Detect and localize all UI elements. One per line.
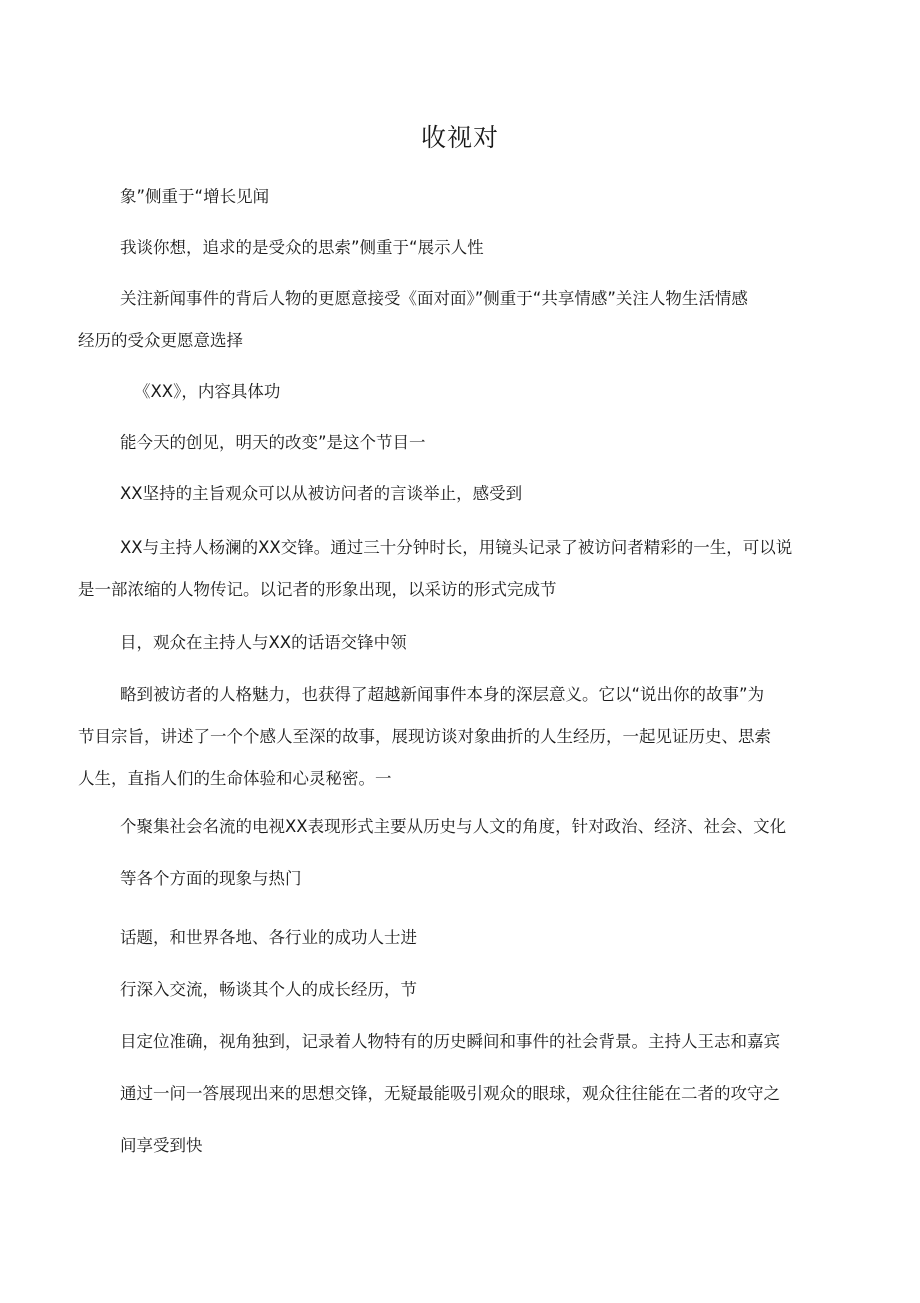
paragraph-line: 等各个方面的现象与热门 (120, 869, 302, 888)
paragraph-line: 目，观众在主持人与XX的话语交锋中领 (120, 633, 407, 652)
paragraph (78, 278, 820, 362)
paragraph-line: 略到被访者的人格魅力，也获得了超越新闻事件本身的深层意义。它以“说出你的故事”为 (120, 685, 765, 704)
paragraph-line: XX坚持的主旨观众可以从被访问者的言谈举止，感受到 (120, 484, 523, 503)
paragraph-line: 目定位准确，视角独到，记录着人物特有的历史瞬间和事件的社会背景。主持人王志和嘉宾 (120, 1032, 780, 1051)
paragraph-line: 我谈你想，追求的是受众的思索”侧重于“展示人性 (120, 238, 484, 257)
paragraph-line: 话题，和世界各地、各行业的成功人士进 (120, 928, 417, 947)
paragraph-line: 个聚集社会名流的电视XX表现形式主要从历史与人文的角度，针对政治、经济、社会、文化 (120, 817, 787, 836)
document-title: 收视对 (420, 123, 499, 152)
paragraph (78, 527, 820, 611)
paragraph-line: 能今天的创见，明天的改变”是这个节目一 (120, 433, 426, 452)
paragraph (120, 917, 820, 959)
paragraph (120, 622, 820, 664)
paragraph-line: 行深入交流，畅谈其个人的成长经历，节 (120, 980, 417, 999)
paragraph (78, 674, 820, 800)
paragraph-line: 关注新闻事件的背后人物的更愿意接受《面对面》”侧重于“共享情感”关注人物生活情感 (120, 289, 748, 308)
paragraph-line: 节目宗旨，讲述了一个个感人至深的故事，展现访谈对象曲折的人生经历，一起见证历史、思索 (78, 727, 771, 746)
paragraph (120, 858, 820, 900)
paragraph (120, 227, 820, 269)
paragraph (120, 1125, 820, 1167)
paragraph (120, 176, 820, 218)
paragraph-line: 《XX》，内容具体功 (134, 382, 281, 401)
paragraph-line: XX与主持人杨澜的XX交锋。通过三十分钟时长，用镜头记录了被访问者精彩的一生，可以说 (120, 538, 793, 557)
paragraph (134, 371, 834, 413)
paragraph (120, 806, 820, 848)
paragraph (120, 1073, 820, 1115)
paragraph (120, 969, 820, 1011)
paragraph-line: 人生，直指人们的生命体验和心灵秘密。一 (78, 769, 392, 788)
paragraph-line: 是一部浓缩的人物传记。以记者的形象出现，以采访的形式完成节 (78, 580, 557, 599)
paragraph (120, 1021, 820, 1063)
paragraph-line: 通过一问一答展现出来的思想交锋，无疑最能吸引观众的眼球，观众往往能在二者的攻守之 (120, 1084, 780, 1103)
paragraph-line: 象”侧重于“增长见闻 (120, 187, 270, 206)
paragraph (120, 473, 820, 515)
paragraph-line: 经历的受众更愿意选择 (78, 331, 243, 350)
paragraph (120, 422, 820, 464)
paragraph-line: 间享受到快 (120, 1136, 203, 1155)
